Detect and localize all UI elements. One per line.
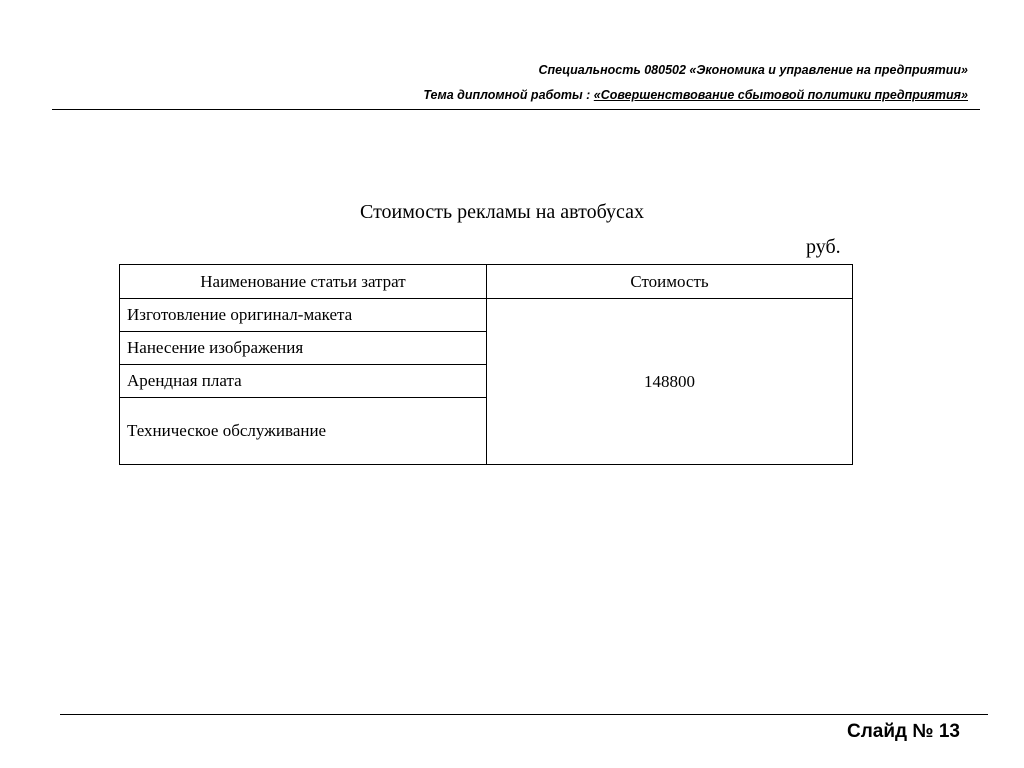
table-row [120, 299, 853, 332]
footer-divider [60, 714, 988, 715]
cost-item-name: Изготовление оригинал-макета [120, 299, 487, 332]
column-header-item: Наименование статьи затрат [120, 265, 487, 299]
slide-number: Слайд № 13 [847, 721, 960, 742]
header-specialty: Специальность 080502 «Экономика и управление на предприятии» [538, 63, 968, 77]
units-label: руб. [806, 236, 841, 258]
table-header-row [120, 265, 853, 299]
header-topic-prefix: Тема дипломной работы : [423, 88, 594, 102]
header-topic: «Совершенствование сбытовой политики предприятия» [593, 88, 968, 102]
header-topic-line [423, 88, 968, 102]
column-header-cost: Стоимость [487, 265, 853, 299]
cost-item-name: Нанесение изображения [120, 332, 487, 365]
slide-title: Стоимость рекламы на автобусах [360, 201, 644, 223]
header-divider [52, 109, 980, 110]
cost-table [119, 264, 853, 465]
cost-item-name: Техническое обслуживание [120, 398, 487, 465]
cost-value: 148800 [487, 299, 853, 465]
cost-item-name: Арендная плата [120, 365, 487, 398]
